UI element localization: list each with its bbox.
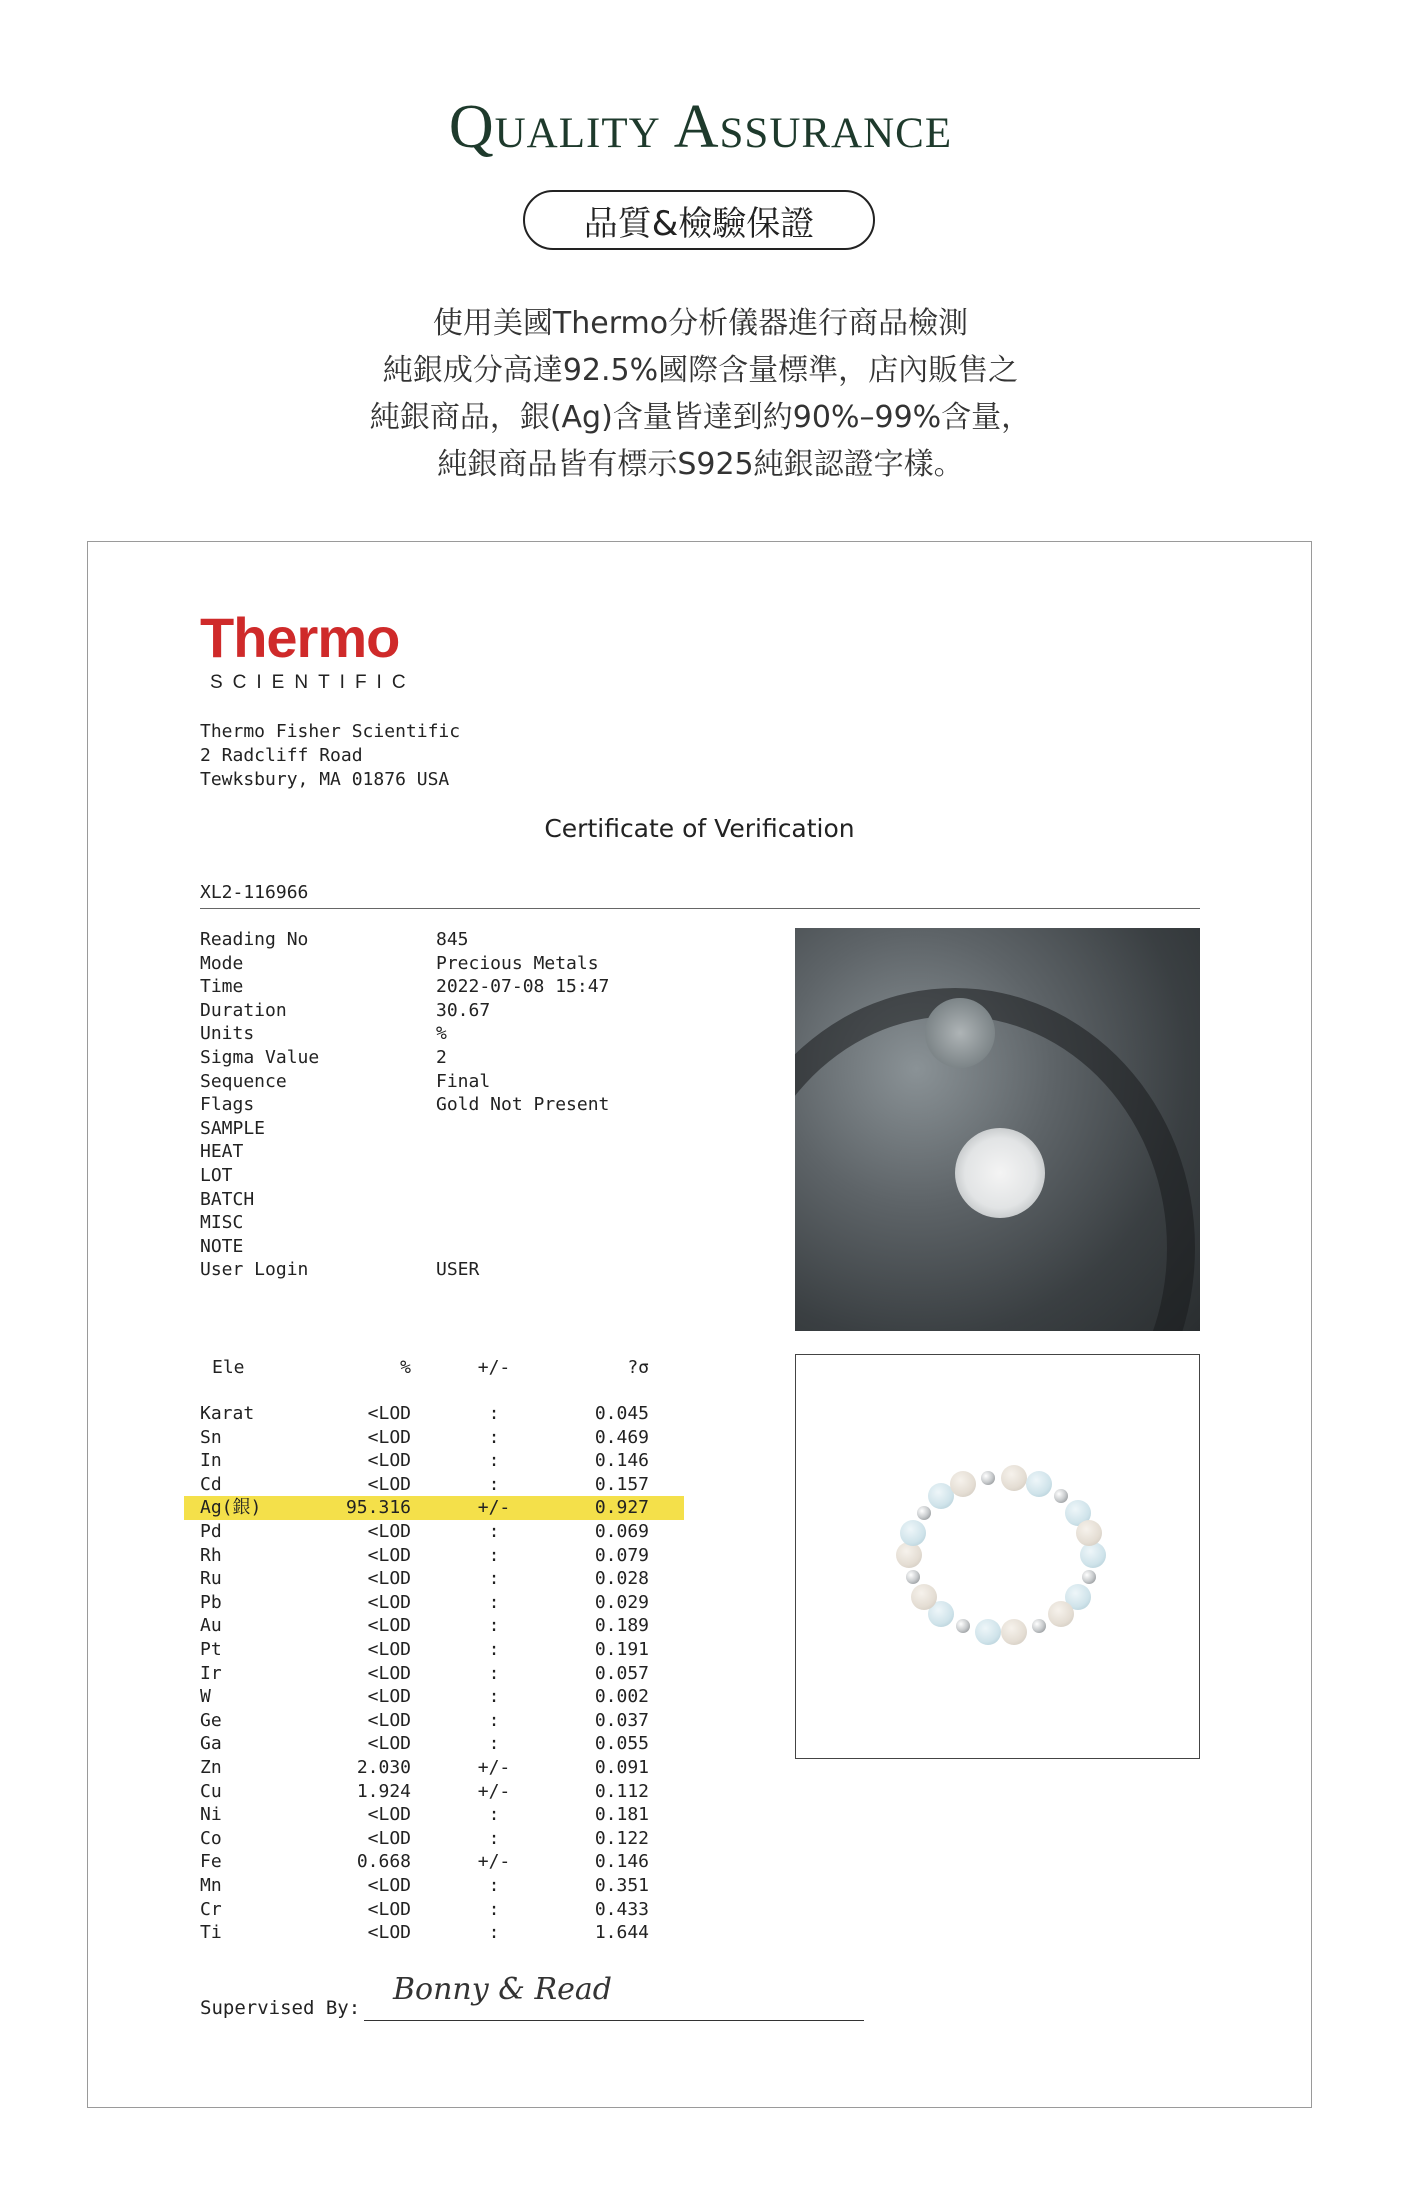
info-key: Sequence bbox=[200, 1070, 287, 1092]
info-row bbox=[200, 1140, 609, 1164]
cell-element: In bbox=[200, 1450, 222, 1472]
info-row bbox=[200, 999, 609, 1023]
info-row bbox=[200, 1211, 609, 1235]
silver-bead bbox=[1082, 1570, 1096, 1584]
silver-bead bbox=[917, 1506, 931, 1520]
cell-sigma: 0.146 bbox=[594, 1450, 649, 1472]
cell-plusminus: : bbox=[488, 1733, 500, 1755]
bead-ring-image bbox=[891, 1460, 1111, 1650]
cell-percent: 1.924 bbox=[356, 1780, 411, 1802]
cell-percent: <LOD bbox=[367, 1568, 411, 1590]
cell-plusminus: : bbox=[488, 1568, 500, 1590]
col-percent: % bbox=[400, 1357, 411, 1378]
cell-element: Ga bbox=[200, 1733, 222, 1755]
info-value: Final bbox=[436, 1070, 491, 1092]
thermo-logo: Thermo bbox=[200, 606, 400, 669]
cell-plusminus: : bbox=[488, 1875, 500, 1896]
info-row bbox=[200, 952, 609, 976]
info-row bbox=[200, 1070, 609, 1094]
info-key: User Login bbox=[200, 1259, 309, 1281]
cell-plusminus: +/- bbox=[477, 1497, 511, 1519]
cell-plusminus: +/- bbox=[477, 1851, 511, 1873]
page-title: Quality Assurance bbox=[448, 93, 953, 161]
cell-plusminus: : bbox=[488, 1804, 500, 1826]
photo-highlight bbox=[925, 998, 995, 1068]
stone-bead bbox=[1080, 1542, 1106, 1568]
intro-line: 純銀商品，銀(Ag)含量皆達到約90%–99%含量， bbox=[369, 400, 1032, 435]
stone-bead bbox=[896, 1542, 922, 1568]
product-photo bbox=[795, 1354, 1200, 1759]
cell-percent: <LOD bbox=[367, 1591, 411, 1613]
subtitle-badge: 品質&檢驗保證 bbox=[523, 190, 875, 250]
col-plusminus: +/- bbox=[477, 1357, 511, 1378]
cell-sigma: 0.433 bbox=[594, 1898, 649, 1920]
intro-text bbox=[0, 300, 1401, 488]
cell-percent: <LOD bbox=[367, 1827, 411, 1849]
cell-element: Pt bbox=[200, 1639, 222, 1660]
cell-percent: <LOD bbox=[367, 1403, 411, 1424]
cell-sigma: 0.028 bbox=[594, 1568, 649, 1590]
cell-plusminus: : bbox=[488, 1922, 500, 1944]
thermo-logo-sub: SCIENTIFIC bbox=[210, 672, 416, 693]
cell-percent: <LOD bbox=[367, 1804, 411, 1826]
cell-element: Rh bbox=[200, 1544, 222, 1566]
cell-sigma: 0.351 bbox=[594, 1875, 649, 1896]
info-value: 845 bbox=[436, 929, 469, 950]
col-sigma: ?σ bbox=[627, 1357, 649, 1378]
cell-plusminus: +/- bbox=[477, 1780, 511, 1802]
info-key: Units bbox=[200, 1023, 255, 1045]
cell-element: Zn bbox=[200, 1757, 222, 1778]
info-key: Sigma Value bbox=[200, 1046, 320, 1068]
certificate bbox=[87, 541, 1312, 2108]
cell-element: Ni bbox=[200, 1804, 222, 1826]
cell-sigma: 1.644 bbox=[594, 1922, 649, 1944]
cell-percent: <LOD bbox=[367, 1473, 411, 1495]
cell-sigma: 0.146 bbox=[594, 1851, 649, 1873]
cell-sigma: 0.055 bbox=[594, 1733, 649, 1755]
cell-percent: <LOD bbox=[367, 1426, 411, 1448]
certificate-id: XL2-116966 bbox=[200, 882, 309, 903]
address-line: Tewksbury, MA 01876 USA bbox=[200, 769, 450, 790]
cell-sigma: 0.069 bbox=[594, 1521, 649, 1542]
sample-photo bbox=[795, 928, 1200, 1331]
cell-plusminus: : bbox=[488, 1591, 500, 1613]
cell-element: Karat bbox=[200, 1403, 255, 1424]
cell-plusminus: : bbox=[488, 1662, 500, 1684]
address bbox=[200, 720, 460, 792]
stone-bead bbox=[900, 1520, 926, 1546]
info-row bbox=[200, 1235, 609, 1259]
signature-line bbox=[364, 2020, 864, 2021]
cell-sigma: 0.057 bbox=[594, 1662, 649, 1684]
cell-element: Cd bbox=[200, 1473, 222, 1495]
cell-percent: <LOD bbox=[367, 1450, 411, 1472]
certificate-title: Certificate of Verification bbox=[544, 814, 855, 843]
supervised-label: Supervised By: bbox=[200, 1997, 361, 2019]
cell-plusminus: : bbox=[488, 1521, 500, 1542]
cell-sigma: 0.079 bbox=[594, 1544, 649, 1566]
info-row bbox=[200, 975, 609, 999]
cell-percent: <LOD bbox=[367, 1615, 411, 1637]
cell-sigma: 0.927 bbox=[594, 1497, 649, 1519]
info-key: MISC bbox=[200, 1212, 244, 1234]
cell-sigma: 0.112 bbox=[594, 1780, 649, 1802]
stone-bead bbox=[1048, 1601, 1074, 1627]
info-value: 30.67 bbox=[436, 999, 491, 1021]
photo-spot bbox=[955, 1128, 1045, 1218]
cell-percent: <LOD bbox=[367, 1662, 411, 1684]
silver-bead bbox=[956, 1619, 970, 1633]
intro-line: 使用美國Thermo分析儀器進行商品檢測 bbox=[432, 306, 969, 341]
stone-bead bbox=[975, 1619, 1001, 1645]
info-row bbox=[200, 1022, 609, 1046]
info-value: Precious Metals bbox=[436, 952, 599, 974]
info-row bbox=[200, 1093, 609, 1117]
cell-element: Mn bbox=[200, 1875, 222, 1896]
intro-line: 純銀商品皆有標示S925純銀認證字樣。 bbox=[437, 447, 964, 482]
info-row bbox=[200, 928, 609, 952]
info-key: Time bbox=[200, 976, 244, 998]
cell-element: Ir bbox=[200, 1662, 222, 1684]
cell-element: W bbox=[200, 1686, 211, 1708]
cell-sigma: 0.045 bbox=[594, 1403, 649, 1424]
cell-percent: 2.030 bbox=[356, 1757, 411, 1778]
info-row bbox=[200, 1258, 609, 1282]
cell-element: Sn bbox=[200, 1426, 222, 1448]
info-key: NOTE bbox=[200, 1235, 244, 1257]
cell-sigma: 0.091 bbox=[594, 1757, 649, 1778]
cell-plusminus: : bbox=[488, 1473, 500, 1495]
info-row bbox=[200, 1046, 609, 1070]
stone-bead bbox=[950, 1471, 976, 1497]
cell-percent: 0.668 bbox=[356, 1851, 411, 1873]
cell-plusminus: : bbox=[488, 1898, 500, 1920]
info-key: BATCH bbox=[200, 1188, 255, 1210]
info-value: % bbox=[436, 1023, 447, 1045]
cell-percent: <LOD bbox=[367, 1733, 411, 1755]
cell-percent: <LOD bbox=[367, 1709, 411, 1731]
cell-plusminus: : bbox=[488, 1450, 500, 1472]
silver-bead bbox=[906, 1570, 920, 1584]
info-value: Gold Not Present bbox=[436, 1094, 610, 1116]
cell-sigma: 0.037 bbox=[594, 1709, 649, 1731]
info-row bbox=[200, 1164, 609, 1188]
cell-percent: <LOD bbox=[367, 1544, 411, 1566]
cell-element: Ti bbox=[200, 1922, 222, 1944]
cell-element: Au bbox=[200, 1615, 222, 1637]
info-key: Flags bbox=[200, 1094, 255, 1116]
cell-sigma: 0.029 bbox=[594, 1591, 649, 1613]
cell-sigma: 0.002 bbox=[594, 1686, 649, 1708]
cell-percent: <LOD bbox=[367, 1875, 411, 1896]
cell-plusminus: : bbox=[488, 1639, 500, 1660]
cell-sigma: 0.469 bbox=[594, 1426, 649, 1448]
stone-bead bbox=[911, 1584, 937, 1610]
silver-bead bbox=[1032, 1619, 1046, 1633]
cell-percent: 95.316 bbox=[345, 1497, 411, 1519]
cell-plusminus: : bbox=[488, 1426, 500, 1448]
reading-info bbox=[200, 928, 609, 1282]
col-ele: Ele bbox=[212, 1357, 245, 1378]
silver-bead bbox=[981, 1471, 995, 1485]
info-value: USER bbox=[436, 1259, 480, 1281]
cell-sigma: 0.122 bbox=[594, 1827, 649, 1849]
cell-sigma: 0.181 bbox=[594, 1804, 649, 1826]
stone-bead bbox=[1026, 1471, 1052, 1497]
divider bbox=[200, 908, 1200, 909]
cell-plusminus: : bbox=[488, 1615, 500, 1637]
intro-line: 純銀成分高達92.5%國際含量標準，店內販售之 bbox=[382, 353, 1019, 388]
cell-sigma: 0.189 bbox=[594, 1615, 649, 1637]
cell-percent: <LOD bbox=[367, 1686, 411, 1708]
info-value: 2022-07-08 15:47 bbox=[436, 976, 610, 998]
cell-plusminus: +/- bbox=[477, 1757, 511, 1778]
info-row bbox=[200, 1188, 609, 1212]
info-key: LOT bbox=[200, 1164, 233, 1186]
info-key: Mode bbox=[200, 952, 244, 974]
cell-plusminus: : bbox=[488, 1544, 500, 1566]
cell-sigma: 0.157 bbox=[594, 1473, 649, 1495]
info-key: HEAT bbox=[200, 1141, 244, 1163]
cell-plusminus: : bbox=[488, 1827, 500, 1849]
cell-element: Fe bbox=[200, 1851, 222, 1873]
cell-plusminus: : bbox=[488, 1403, 500, 1424]
table-row-highlighted bbox=[184, 1496, 684, 1520]
cell-percent: <LOD bbox=[367, 1639, 411, 1660]
stone-bead bbox=[1076, 1520, 1102, 1546]
cell-percent: <LOD bbox=[367, 1521, 411, 1542]
cell-sigma: 0.191 bbox=[594, 1639, 649, 1660]
info-key: Duration bbox=[200, 999, 287, 1021]
cell-element: Ag(銀) bbox=[200, 1497, 262, 1519]
cell-plusminus: : bbox=[488, 1709, 500, 1731]
address-line: 2 Radcliff Road bbox=[200, 745, 363, 766]
info-key: Reading No bbox=[200, 929, 309, 950]
silver-bead bbox=[1054, 1489, 1068, 1503]
signature: Bonny & Read bbox=[393, 1972, 612, 2007]
stone-bead bbox=[1001, 1465, 1027, 1491]
info-row bbox=[200, 1117, 609, 1141]
info-key: SAMPLE bbox=[200, 1117, 266, 1139]
cell-element: Cr bbox=[200, 1898, 222, 1920]
cell-element: Pd bbox=[200, 1521, 222, 1542]
cell-element: Co bbox=[200, 1827, 222, 1849]
cell-element: Ge bbox=[200, 1709, 222, 1731]
address-line: Thermo Fisher Scientific bbox=[200, 721, 461, 742]
cell-element: Pb bbox=[200, 1591, 222, 1613]
info-value: 2 bbox=[436, 1046, 447, 1068]
cell-percent: <LOD bbox=[367, 1898, 411, 1920]
cell-percent: <LOD bbox=[367, 1922, 411, 1944]
cell-element: Ru bbox=[200, 1568, 222, 1590]
stone-bead bbox=[1001, 1619, 1027, 1645]
cell-plusminus: : bbox=[488, 1686, 500, 1708]
cell-element: Cu bbox=[200, 1780, 222, 1802]
